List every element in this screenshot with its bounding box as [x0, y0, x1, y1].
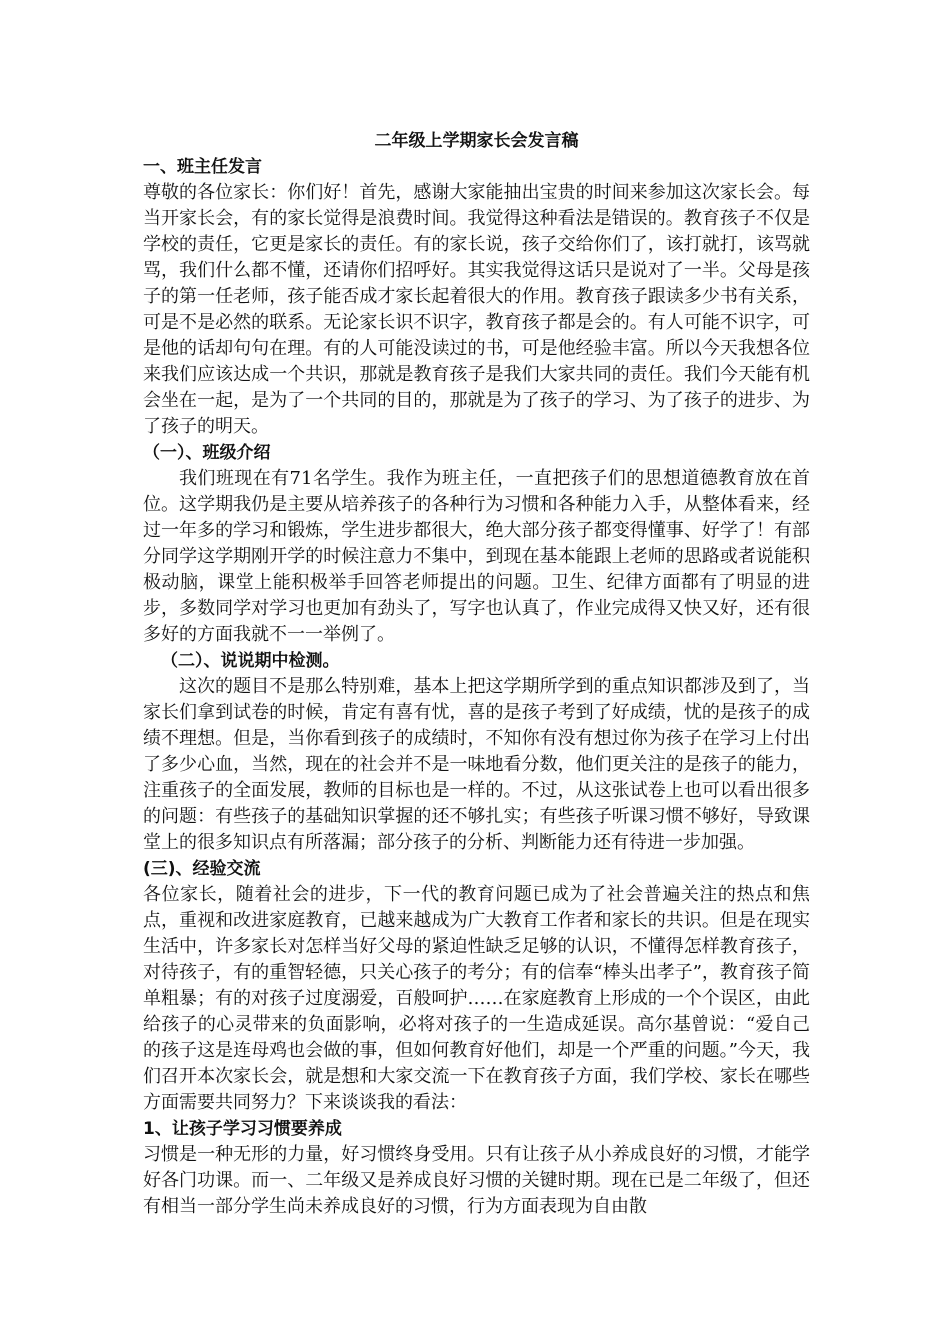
- subsection-heading-class-intro: （一）、班级介绍: [143, 443, 271, 463]
- subsection-heading-midterm-exam: （二）、说说期中检测。: [161, 651, 340, 671]
- document-title: 二年级上学期家长会发言稿: [374, 131, 579, 151]
- subsection-heading-experience-exchange: (三)、经验交流: [143, 859, 261, 879]
- document-page: [143, 128, 810, 1220]
- point-heading-study-habits: 1、让孩子学习习惯要养成: [143, 1119, 342, 1139]
- section-heading-head-teacher-speech: 一、班主任发言: [143, 157, 262, 177]
- paragraph-study-habits: 习惯是一种无形的力量，好习惯终身受用。只有让孩子从小养成良好的习惯，才能学好各门功课。而一、二年级又是养成良好习惯的关键时期。现在已是二年级了，但还有相当一部分学生尚未养成良好的习惯，行为方面表现为自由散: [143, 1144, 810, 1217]
- paragraph-midterm-exam: 这次的题目不是那么特别难，基本上把这学期所学到的重点知识都涉及到了，当家长们拿到试卷的时候，肯定有喜有忧，喜的是孩子考到了好成绩，忧的是孩子的成绩不理想。但是，当你看到孩子的成绩时，不知你有没有想过你为孩子在学习上付出了多少心血，当然，现在的社会并不是一味地看分数，他们更关注的是孩子的能力，注重孩子的全面发展，教师的目标也是一样的。不过，从这张试卷上也可以看出很多的问题：有些孩子的基础知识掌握的还不够扎实；有些孩子听课习惯不够好，导致课堂上的很多知识点有所落漏；部分孩子的分析、判断能力还有待进一步加强。: [143, 676, 810, 853]
- paragraph-intro: 尊敬的各位家长：你们好！首先，感谢大家能抽出宝贵的时间来参加这次家长会。每当开家长会，有的家长觉得是浪费时间。我觉得这种看法是错误的。教育孩子不仅是学校的责任，它更是家长的责任。有的家长说，孩子交给你们了，该打就打，该骂就骂，我们什么都不懂，还请你们招呼好。其实我觉得这话只是说对了一半。父母是孩子的第一任老师，孩子能否成才家长起着很大的作用。教育孩子跟读多少书有关系，可是不是必然的联系。无论家长识不识字，教育孩子都是会的。有人可能不识字，可是他的话却句句在理。有的人可能没读过的书，可是他经验丰富。所以今天我想各位来我们应该达成一个共识，那就是教育孩子是我们大家共同的责任。我们今天能有机会坐在一起，是为了一个共同的目的，那就是为了孩子的学习、为了孩子的进步、为了孩子的明天。: [143, 182, 810, 437]
- paragraph-class-intro: 我们班现在有71名学生。我作为班主任，一直把孩子们的思想道德教育放在首位。这学期我仍是主要从培养孩子的各种行为习惯和各种能力入手，从整体看来，经过一年多的学习和锻炼，学生进步都很大，绝大部分孩子都变得懂事、好学了！有部分同学这学期刚开学的时候注意力不集中，到现在基本能跟上老师的思路或者说能积极动脑，课堂上能积极举手回答老师提出的问题。卫生、纪律方面都有了明显的进步，多数同学对学习也更加有劲头了，写字也认真了，作业完成得又快又好，还有很多好的方面我就不一一举例了。: [143, 468, 810, 645]
- paragraph-experience-exchange: 各位家长，随着社会的进步，下一代的教育问题已成为了社会普遍关注的热点和焦点，重视和改进家庭教育，已越来越成为广大教育工作者和家长的共识。但是在现实生活中，许多家长对怎样当好父母的紧迫性缺乏足够的认识，不懂得怎样教育孩子，对待孩子，有的重智轻德，只关心孩子的考分；有的信奉“棒头出孝子”，教育孩子简单粗暴；有的对孩子过度溺爱，百般呵护……在家庭教育上形成的一个个误区，由此给孩子的心灵带来的负面影响，必将对孩子的一生造成延误。高尔基曾说：“爱自己的孩子这是连母鸡也会做的事，但如何教育好他们，却是一个严重的问题。”今天，我们召开本次家长会，就是想和大家交流一下在教育孩子方面，我们学校、家长在哪些方面需要共同努力？下来谈谈我的看法：: [143, 884, 810, 1113]
